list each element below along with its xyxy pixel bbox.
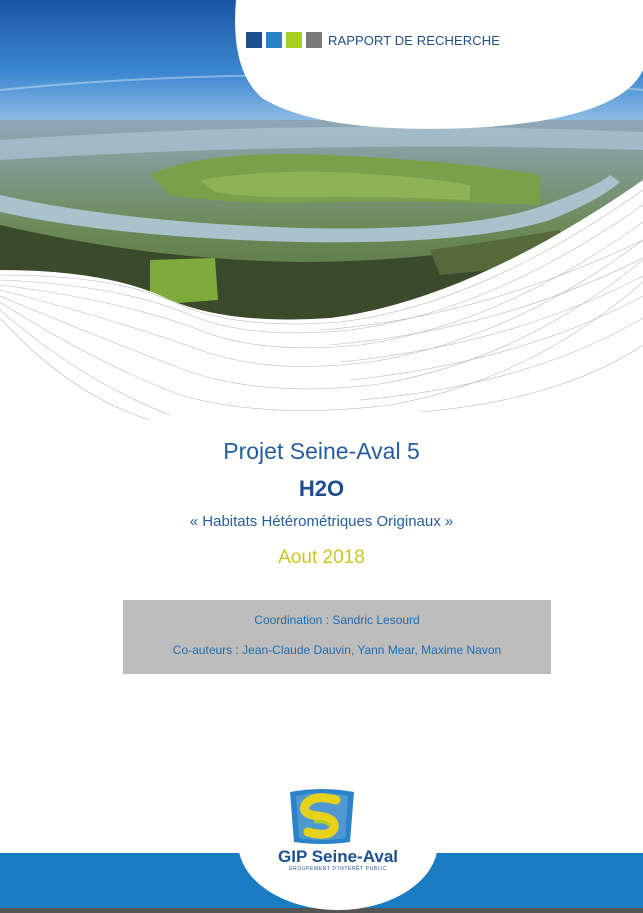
credits-box [123, 600, 551, 674]
aerial-photo [0, 0, 643, 420]
org-name: GIP Seine-Aval [278, 847, 398, 866]
project-subtitle: « Habitats Hétérométriques Originaux » [189, 513, 454, 530]
report-date: Aout 2018 [278, 547, 365, 568]
gip-seine-aval-logo-icon [284, 786, 360, 846]
coordination-line: Coordination : Sandric Lesourd [254, 613, 420, 627]
square-green-icon [286, 32, 302, 48]
square-navy-icon [246, 32, 262, 48]
report-type-label: RAPPORT DE RECHERCHE [328, 32, 500, 48]
square-grey-icon [306, 32, 322, 48]
square-blue-icon [266, 32, 282, 48]
report-type-badge [246, 32, 500, 48]
project-title: Projet Seine-Aval 5 [223, 438, 420, 464]
coauthors-line: Co-auteurs : Jean-Claude Dauvin, Yann Mear, Maxime Navon [172, 643, 502, 657]
project-code: H2O [298, 476, 345, 501]
org-tagline: GROUPEMENT D'INTÉRÊT PUBLIC [288, 866, 388, 872]
